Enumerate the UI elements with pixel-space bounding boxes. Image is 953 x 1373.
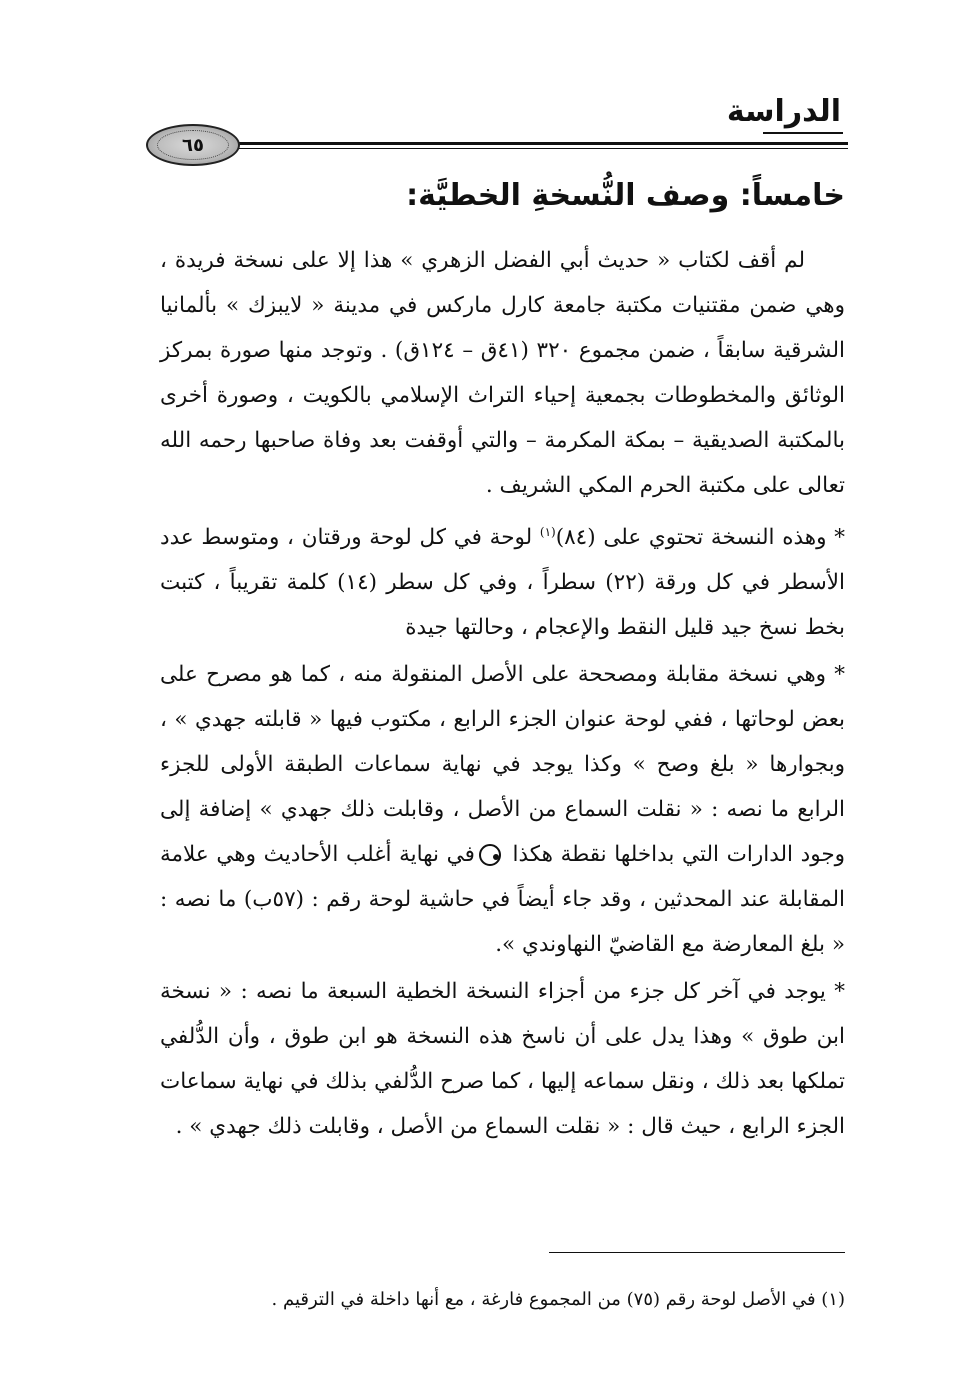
page-number: ٦٥ [157, 130, 229, 160]
paragraph-3-start: * وهي نسخة مقابلة ومصححة على الأصل المنقولة منه ، كما هو مصرح على بعض لوحاتها ، ففي لوحة عنوان الجزء الرابع ، مكتوب فيها « قابلته جهدي » ، وبجوارها « بلغ وصح » وكذا يوجد في نهاية سماعات الطبقة الأولى للجزء الرابع ما نصه : « نقلت السماع من الأصل ، وقابلت ذلك جهدي » إضافة إلى وجود الدارات التي بداخلها نقطة هكذا [160, 662, 845, 868]
page-number-badge [146, 124, 240, 166]
dot-circle-mark-icon [479, 844, 501, 866]
running-title-underline [763, 132, 843, 134]
paragraph-3-rest: في نهاية أغلب الأحاديث وهي علامة المقابلة عند المحدثين ، وقد جاء أيضاً في حاشية لوحة رقم : (٥٧ب) ما نصه : « بلغ المعارضة مع القاضيّ النهاوندي ». [160, 842, 845, 958]
paragraph-2 [160, 510, 845, 650]
paragraph-2-rest: لوحة في كل لوحة ورقتان ، ومتوسط عدد الأسطر في كل ورقة (٢٢) سطراً ، وفي كل سطر (١٤) كلمة تقريباً ، كتبت بخط نسخ جيد قليل النقط والإعجام ، وحالتها جيدة [160, 525, 845, 641]
footnote-rule [549, 1252, 845, 1253]
paragraph-3 [160, 652, 845, 967]
header-rule [150, 142, 848, 145]
body-text [160, 238, 845, 1149]
footnote-reference: (١) [539, 525, 556, 539]
running-title: الدراسة [726, 94, 841, 129]
paragraph-4: * يوجد في آخر كل جزء من أجزاء النسخة الخطية السبعة ما نصه : « نسخة ابن طوق » وهذا يدل على أن ناسخ هذه النسخة هو ابن طوق ، وأن الدُّلفي تملكها بعد ذلك ، ونقل سماعه إليها ، كما صرح الدُّلفي بذلك في نهاية سماعات الجزء الرابع ، حيث قال : « نقلت السماع من الأصل ، وقابلت ذلك جهدي » . [160, 979, 845, 1140]
header-rule-thin [150, 148, 848, 149]
paragraph-1: لم أقف لكتاب « حديث أبي الفضل الزهري » هذا إلا على نسخة فريدة ، وهي ضمن مقتنيات مكتبة جامعة كارل ماركس في مدينة « لايبزك » بألمانيا الشرقية سابقاً ، ضمن مجموع ٣٢٠ (٤١ق – ١٢٤ق) . وتوجد منها صورة بمركز الوثائق والمخطوطات بجمعية إحياء التراث الإسلامي بالكويت ، وصورة أخرى بالمكتبة الصديقية – بمكة المكرمة – والتي أوقفت بعد وفاة صاحبها رحمه الله تعالى على مكتبة الحرم المكي الشريف . [160, 248, 845, 498]
section-heading: خامساً: وصف النُّسخةِ الخطيَّة: [406, 178, 845, 213]
paragraph-2-start: * وهذه النسخة تحتوي على (٨٤) [555, 525, 845, 551]
footnote: (١) في الأصل لوحة رقم (٧٥) من المجموع فارغة ، مع أنها داخلة في الترقيم . [271, 1289, 845, 1310]
